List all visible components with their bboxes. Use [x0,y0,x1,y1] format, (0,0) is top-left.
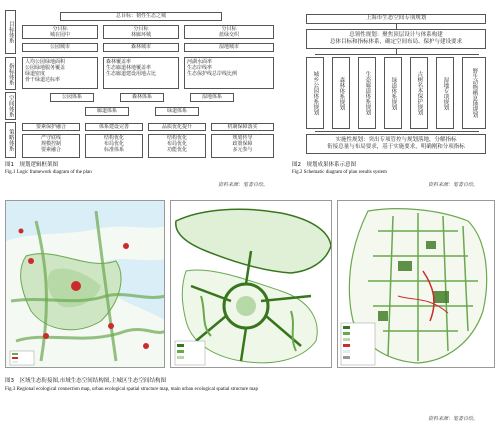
total-goal-text: 总目标：韧性生态之城 [115,13,166,19]
fig2-implement-line-2: 衔接总量与布局要求，基于实施要求，明确刚和分项指标 [327,143,465,150]
urban-structure-map [170,200,332,368]
level-label-strategy: 策略体系 [5,122,16,158]
fig1-caption-en: Fig.1 Logic framework diagram of the plan [5,170,92,175]
strategy-3-1: 结构优化 [166,135,187,141]
strategy-items-4 [211,134,274,158]
indicator-box-2 [103,57,179,89]
indicator-3-1: 河湖水面率 [187,59,213,65]
fig2-bracket-bottom [315,131,479,132]
main-urban-structure-map [337,200,495,368]
fig2-col-7: 野生动物栖息地规划 [462,57,486,129]
city-park: 公园城市 [22,43,98,52]
fig2-col-5: 古树名木保护规划 [410,57,428,129]
level-label-spatial: 空间体系 [5,92,16,120]
urban-map-svg [171,201,332,368]
strategy-3-2: 布局优化 [166,141,187,147]
fig3-caption-cn: 图3 区域生态衔接图,市域生态空间结构图,主城区生态空间结构图 [5,378,166,384]
strategy-title-2: 体系建设完善 [85,123,143,131]
sub-goal-1 [22,25,98,39]
strategy-2-2: 布局优化 [103,141,124,147]
sub-goal-3-title: 分目标 [221,26,237,32]
indicator-2-2: 生态廊道林地覆盖率 [106,65,152,71]
strategy-3-3: 功能优化 [166,147,187,153]
strategy-4-3: 多元参与 [232,147,253,153]
spatial-park: 公园体系 [50,93,94,102]
fig3-source: 资料来源：笔者自绘。 [428,416,479,422]
strategy-title-3: 品质优化提升 [148,123,206,131]
sub-goal-2-text: 林廊环城 [130,32,151,38]
regional-connection-map [5,200,165,368]
strategy-items-3 [148,134,206,158]
sub-goal-3 [184,25,274,39]
indicator-box-1 [22,57,98,89]
strategy-items-2 [85,134,143,158]
spatial-wetland: 湿地体系 [190,93,234,102]
main-urban-map-svg [338,201,495,368]
indicator-2-1: 森林覆盖率 [106,59,132,65]
sub-goal-3-text: 蓝绿交织 [218,32,239,38]
city-forest: 森林城市 [103,43,179,52]
sub-goal-2 [103,25,179,39]
strategy-title-4: 机制保障落实 [211,123,274,131]
fig2-col-1: 城乡公园体系规划 [306,57,324,129]
strategy-title-1: 要素保护融合 [22,123,80,131]
sub-goal-2-title: 分目标 [133,26,149,32]
fig2-col-2: 森林体系规划 [332,57,350,129]
fig2-col-6: 湿地专项规划 [436,57,454,129]
level-label-goal: 目标体系 [5,10,16,54]
sub-goal-1-title: 分目标 [52,26,68,32]
spatial-greenway: 绿道体系 [155,107,199,116]
sub-goal-1-text: 城在园中 [49,32,70,38]
strategy-2-1: 结构优化 [103,135,124,141]
fig3-caption-en: Fig.3 Regional ecological connection map, urban ecological spatial structure map, main urban ecological spatial structure map [5,387,258,392]
fig2-col-4: 绿道体系规划 [384,57,402,129]
fig2-source: 资料来源：笔者自绘。 [428,182,479,188]
fig2-bracket-top [315,54,479,55]
fig2-overall-box [306,29,486,49]
city-wetland: 湿地城市 [184,43,274,52]
spatial-corridor: 廊道体系 [85,107,129,116]
fig2-overall-line-2: 总体目标和指标体系，确定空间布局、保护与建设要求 [329,38,462,45]
indicator-1-1: 人均公园绿地面积 [25,59,66,65]
fig2-title: 上海市生态空间专项规划 [365,15,427,21]
strategy-1-2: 规模控制 [40,141,61,147]
strategy-4-1: 规划传导 [232,135,253,141]
fig2-col-3: 生态廊道体系规划 [358,57,376,129]
fig2-title-box [306,14,486,24]
spatial-forest: 森林体系 [120,93,164,102]
indicator-box-3 [184,57,274,89]
fig2-caption-cn: 图2 规划成果体系示意图 [292,162,357,168]
fig2-implement-box [306,134,486,154]
indicator-3-2: 生态岸线率 [187,65,213,71]
fig1-caption-cn: 图1 规划逻辑框架图 [5,162,58,168]
indicator-2-3: 生态廊道建设用地占比 [106,71,157,77]
fig2-caption-en: Fig.2 Schematic diagram of plan results system [292,170,387,175]
level-label-indicator: 指标体系 [5,57,16,90]
regional-map-svg [6,201,165,368]
indicator-1-3: 绿道密度 [25,71,46,77]
strategy-items-1 [22,134,80,158]
strategy-2-3: 标准体系 [103,147,124,153]
total-goal-box [60,12,222,21]
indicator-3-3: 生态保护线总岸线比例 [187,71,238,77]
strategy-4-2: 政策保障 [232,141,253,147]
strategy-1-1: 严守底线 [40,135,61,141]
fig1-source: 资料来源：笔者自绘。 [218,182,269,188]
fig2-implement-line-1: 实施性规划：突出专项管控与规划落地，分解指标 [335,137,457,143]
fig2-overall-line-1: 总领性规划：聚焦顶层设计与体系构建 [349,32,443,38]
indicator-1-4: 骨干绿道达标率 [25,77,61,83]
indicator-1-2: 公园绿地服务覆盖 [25,65,66,71]
strategy-1-3: 要素融合 [40,147,61,153]
